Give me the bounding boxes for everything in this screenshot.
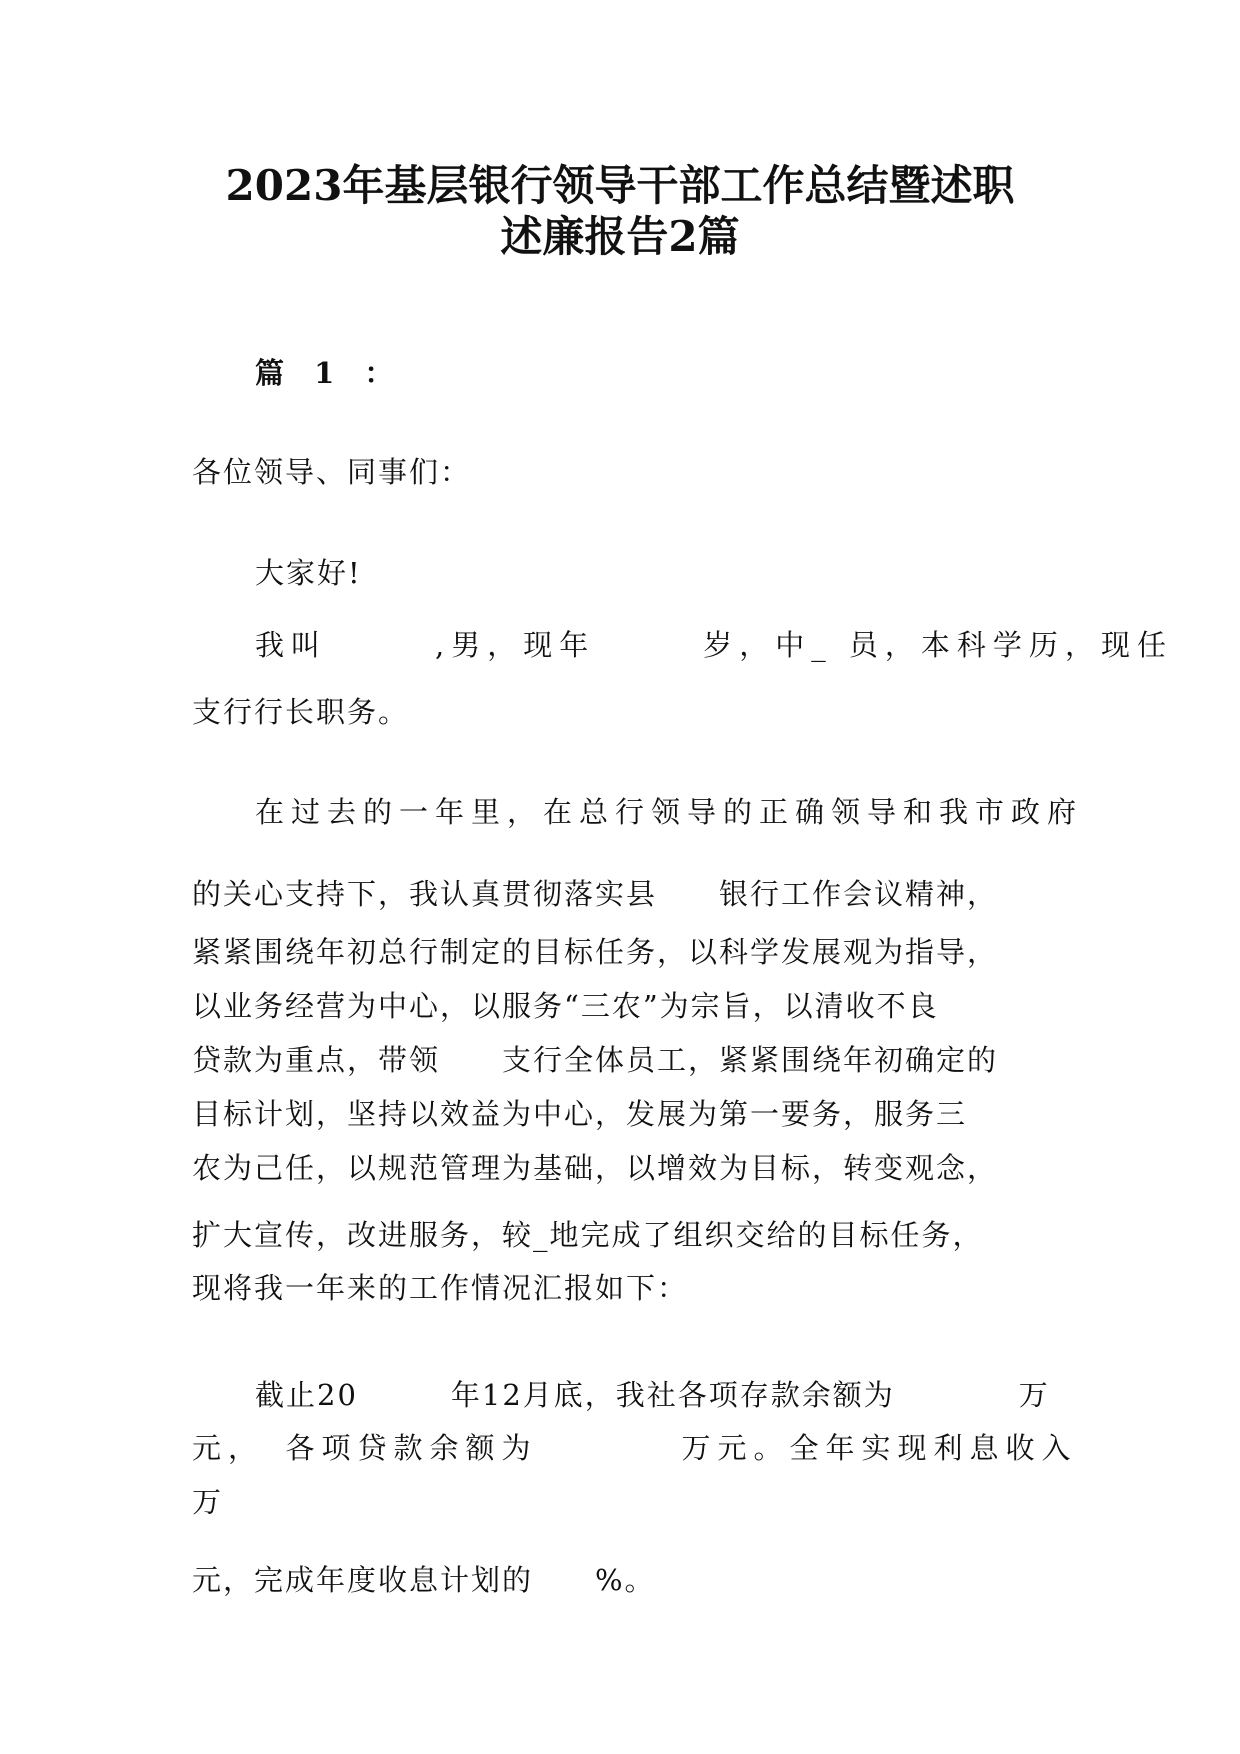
paragraph2-line: 元，完成年度收息计划的 %。	[192, 1563, 656, 1597]
paragraph1-line: 农为己任，以规范管理为基础，以增效为目标，转变观念，	[192, 1151, 999, 1185]
paragraph1-line: 的关心支持下，我认真贯彻落实县 银行工作会议精神，	[192, 877, 999, 911]
paragraph1-line: 现将我一年来的工作情况汇报如下：	[192, 1271, 689, 1305]
paragraph1-line: 目标计划，坚持以效益为中心，发展为第一要务，服务三	[192, 1097, 968, 1131]
greeting: 大家好!	[255, 556, 362, 590]
document-title-line-1: 2023年基层银行领导干部工作总结暨述职	[225, 161, 1015, 210]
intro-line-2: 支行行长职务。	[192, 695, 410, 729]
intro-line-1: 我叫 ,男，现年 岁，中_ 员，本科学历，现任	[255, 628, 1173, 662]
document-title-line-2: 述廉报告2篇	[500, 212, 740, 261]
paragraph2-line: 万	[192, 1485, 224, 1519]
section-heading: 篇 1 ：	[255, 356, 404, 390]
paragraph1-line: 扩大宣传，改进服务，较_地完成了组织交给的目标任务，	[192, 1218, 984, 1252]
salutation: 各位领导、同事们：	[192, 455, 472, 489]
paragraph1-line: 以业务经营为中心，以服务“三农”为宗旨，以清收不良	[192, 989, 939, 1023]
paragraph1-line: 在过去的一年里，在总行领导的正确领导和我市政府	[255, 795, 1084, 829]
paragraph1-line: 紧紧围绕年初总行制定的目标任务，以科学发展观为指导，	[192, 935, 999, 969]
paragraph2-line: 截止20 年12月底，我社各项存款余额为 万	[255, 1378, 1050, 1412]
paragraph1-line: 贷款为重点，带领 支行全体员工，紧紧围绕年初确定的	[192, 1043, 999, 1077]
paragraph2-line: 元， 各项贷款余额为 万元。全年实现利息收入	[192, 1431, 1078, 1465]
